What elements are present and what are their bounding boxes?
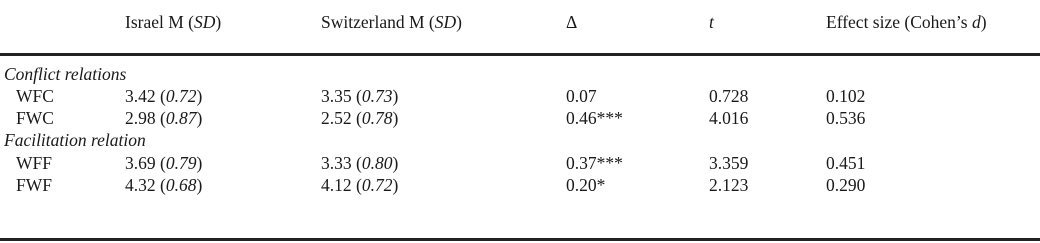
- section-label-conflict: Conflict relations: [4, 64, 127, 84]
- t-value: 0.728: [709, 86, 749, 106]
- delta-value: 0.37***: [566, 153, 623, 173]
- row-label: FWF: [16, 175, 52, 195]
- israel-mean: 2.98: [125, 108, 156, 128]
- paren-close: ): [392, 153, 399, 173]
- header-israel: [125, 11, 221, 33]
- paren-open: (: [160, 108, 166, 128]
- effect-size-value: 0.451: [826, 153, 866, 173]
- switzerland-value: [321, 107, 398, 129]
- header-switzerland-suffix: ): [456, 12, 462, 32]
- paren-open: (: [160, 153, 166, 173]
- header-israel-prefix: Israel M (: [125, 12, 195, 32]
- switzerland-sd: 0.80: [361, 153, 393, 173]
- paren-close: ): [392, 175, 399, 195]
- israel-mean: 3.42: [125, 86, 156, 106]
- bottom-rule: [0, 238, 1040, 241]
- israel-sd: 0.72: [165, 86, 197, 106]
- effect-size-value: 0.290: [826, 175, 866, 195]
- israel-sd: 0.87: [165, 108, 197, 128]
- switzerland-value: [321, 174, 398, 196]
- paren-close: ): [196, 153, 203, 173]
- israel-mean: 3.69: [125, 153, 156, 173]
- israel-value: [125, 152, 202, 174]
- row-label: WFF: [16, 153, 52, 173]
- paren-open: (: [356, 175, 362, 195]
- header-effect-size: [826, 11, 987, 33]
- header-t: [709, 11, 714, 33]
- effect-size-value: 0.536: [826, 108, 866, 128]
- section-label-facilitation: Facilitation relation: [4, 130, 146, 150]
- paren-close: ): [196, 108, 203, 128]
- header-israel-suffix: ): [215, 12, 222, 32]
- effect-size-value: 0.102: [826, 86, 866, 106]
- israel-sd: 0.79: [165, 153, 197, 173]
- header-effect-d: d: [971, 12, 981, 32]
- header-effect-prefix: Effect size (Cohen’s: [826, 12, 972, 32]
- paren-close: ): [392, 108, 399, 128]
- header-switzerland-sd: SD: [434, 12, 457, 32]
- t-value: 4.016: [709, 108, 749, 128]
- header-rule: [0, 53, 1040, 56]
- switzerland-sd: 0.73: [361, 86, 393, 106]
- israel-mean: 4.32: [125, 175, 156, 195]
- israel-sd: 0.68: [165, 175, 197, 195]
- switzerland-mean: 4.12: [321, 175, 352, 195]
- t-value: 2.123: [709, 175, 749, 195]
- delta-value: 0.46***: [566, 108, 623, 128]
- row-label: FWC: [16, 108, 54, 128]
- paren-close: ): [196, 86, 203, 106]
- paren-close: ): [196, 175, 203, 195]
- delta-value: 0.07: [566, 86, 597, 106]
- paren-open: (: [160, 175, 166, 195]
- row-label: WFC: [16, 86, 54, 106]
- header-t-label: t: [709, 12, 714, 32]
- switzerland-mean: 2.52: [321, 108, 352, 128]
- switzerland-sd: 0.78: [361, 108, 393, 128]
- paren-open: (: [356, 86, 362, 106]
- switzerland-value: [321, 85, 398, 107]
- israel-value: [125, 174, 202, 196]
- paren-open: (: [160, 86, 166, 106]
- switzerland-mean: 3.35: [321, 86, 352, 106]
- header-effect-suffix: ): [980, 12, 987, 32]
- switzerland-mean: 3.33: [321, 153, 352, 173]
- header-israel-sd: SD: [194, 12, 216, 32]
- paren-open: (: [356, 108, 362, 128]
- header-switzerland: [321, 11, 462, 33]
- switzerland-value: [321, 152, 398, 174]
- paren-open: (: [356, 153, 362, 173]
- delta-value: 0.20*: [566, 175, 606, 195]
- header-delta: Δ: [566, 12, 578, 32]
- paren-close: ): [392, 86, 399, 106]
- israel-value: [125, 107, 202, 129]
- israel-value: [125, 85, 202, 107]
- t-value: 3.359: [709, 153, 749, 173]
- header-switzerland-prefix: Switzerland M (: [321, 12, 435, 32]
- switzerland-sd: 0.72: [361, 175, 393, 195]
